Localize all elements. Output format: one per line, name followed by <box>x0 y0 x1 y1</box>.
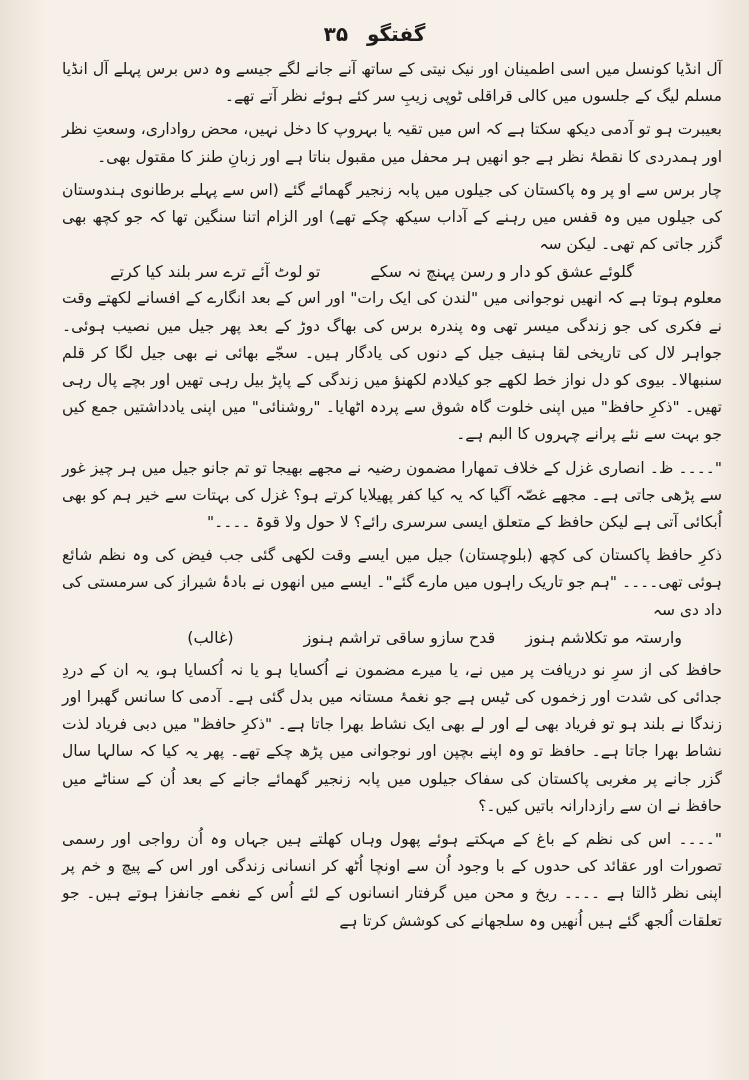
running-title: گفتگو <box>367 22 426 46</box>
paragraph: چار برس سے او پر وہ پاکستان کی جیلوں میں پابہ زنجیر گھمائے گئے (اس سے پہلے برطانوی ہندوستان کی جیلوں میں وہ قفس میں رہنے کے آداب سیکھ چکے تھے) اور الزام اتنا سنگین تھا کہ جو کچھ بھی گزر جاتی کم تھی۔ لیکن سہ <box>62 180 722 254</box>
page-body <box>62 56 722 935</box>
verse-couplet <box>62 258 722 285</box>
verse-line: تو لوٹ آئے ترے سر بلند کیا کرتے <box>110 262 321 282</box>
paragraph: حافظ کی از سرِ نو دریافت پر میں نے، یا میرے مضمون نے اُکسایا ہو یا نہ اُکسایا ہو، یہ ان کے دردِ جدائی کی شدت اور زخموں کی ٹیس ہے جو نغمۂ مستانہ میں بدل گئی ہے۔ آدمی کا سانس گھبرا اور زندگا نے بلند ہو تو فریاد بھی لے اور لے بھی ایک نشاط بھرا جاتا ہے۔ "ذکرِ حافظ" میں دبی فریاد لذت نشاط بھرا جاتا ہے۔ حافظ تو وہ اپنے بچپن اور نوجوانی میں پڑھ چکے تھے۔ پھر یہ کیا کہ سالہا سال گزر جانے پر مغربی پاکستان کی سفاک جیلوں میں پابہ زنجیر گھمائے جانے کے بعد اُن کے سناٹے میں حافظ نے ان سے رازدارانہ باتیں کیں۔؟ <box>62 660 722 815</box>
paragraph: بعیبرت ہو تو آدمی دیکھ سکتا ہے کہ اس میں تقیہ یا بہروپ کا دخل نہیں، محض رواداری، وسعتِ نظر اور ہمدردی کا نقطۂ نظر ہے جو انھیں ہر محفل میں مقبول بناتا ہے اور زبانِ طنز کا مقتول بھی۔ <box>62 120 722 166</box>
page-number: ۳۵ <box>323 22 349 46</box>
paragraph: معلوم ہوتا ہے کہ انھیں نوجوانی میں "لندن کی ایک رات" اور اس کے بعد انگارے کے افسانے لکھتے وقت نے فکری کی جو زندگی میسر تھی وہ پندرہ برس کی بھاگ دوڑ کے بعد پھر جیل میں نصیب ہوئی۔ جواہر لال کی تاریخی لقا ہنیف جیل کے دنوں کی یادگار ہیں۔ سجّے بھائی نے بھی جیل لگا کر قلم سنبھالا۔ بیوی کو دل نواز خط لکھے جو کیلادم لکھنؤ میں زندگی کے پاپڑ بیل رہی تھیں اور بچے پال رہی تھیں۔ "ذکرِ حافظ" میں اپنی خلوت گاہ شوق سے پردہ اٹھایا۔ "روشنائی" میں اپنی یادداشتیں جمع کیں جو بہت سے نئے پرانے چہروں کا البم ہے۔ <box>62 289 722 444</box>
verse-line: قدح سازو ساقی تراشم ہنوز <box>303 627 496 647</box>
verse-source: (غالب) <box>187 627 234 647</box>
page-header <box>0 22 749 46</box>
verse-line: وارستہ مو تکلاشم ہنوز <box>525 627 682 647</box>
paragraph: ذکرِ حافظ پاکستان کی کچھ (بلوچستان) جیل میں ایسے وقت لکھی گئی جب فیض کی وہ نظم شائع ہوئی تھی۔۔۔۔ "ہم جو تاریک راہوں میں مارے گئے"۔ ایسے میں انھوں نے بادۂ شیراز کی سرمستی کی داد دی سہ <box>62 546 722 619</box>
block-quote: "۔۔۔۔ اس کی نظم کے باغ کے مہکتے ہوئے پھول وہاں کھلتے ہیں جہاں وہ اُن رواجی اور رسمی تصورات اور عقائد کی حدوں کے با وجود اُن سے اونچا اُٹھ کر انسانی زندگی اور اس کے پیچ و خم پر اپنی نظر ڈالتا ہے ۔۔۔۔ ریخ و محن میں گرفتار انسانوں کے لئے اُس کے نغمے جانفزا ہوتے ہیں۔ جو تعلقات اُلجھ گئے ہیں اُنھیں وہ سلجھانے کی کوشش کرتا ہے <box>62 830 722 930</box>
block-quote: "۔۔۔۔ ظ۔ انصاری غزل کے خلاف تمھارا مضمون رضیہ نے مجھے بھیجا تو تم جانو جیل میں ہر چیز غور سے پڑھی جاتی ہے۔ مجھے غصّہ آگیا کہ یہ کیا کفر پھیلایا کرتے ہو؟ غزل کی بہتات سے خیر ہم کو بھی اُبکائی آتی ہے لیکن حافظ کے متعلق ایسی سرسری رائے؟ لا حول ولا قوۃ ۔۔۔۔" <box>62 458 722 532</box>
verse-line: گلوئے عشق کو دار و رسن پہنچ نہ سکے <box>370 262 634 282</box>
verse-couplet <box>62 624 722 651</box>
paragraph: آل انڈیا کونسل میں اسی اطمینان اور نیک نیتی کے ساتھ آنے جانے لگے جیسے وہ دس برس پہلے آل انڈیا مسلم لیگ کے جلسوں میں کالی قراقلی ٹوپی زیبِ سر کئے ہوئے نظر آتے تھے۔ <box>62 60 722 106</box>
